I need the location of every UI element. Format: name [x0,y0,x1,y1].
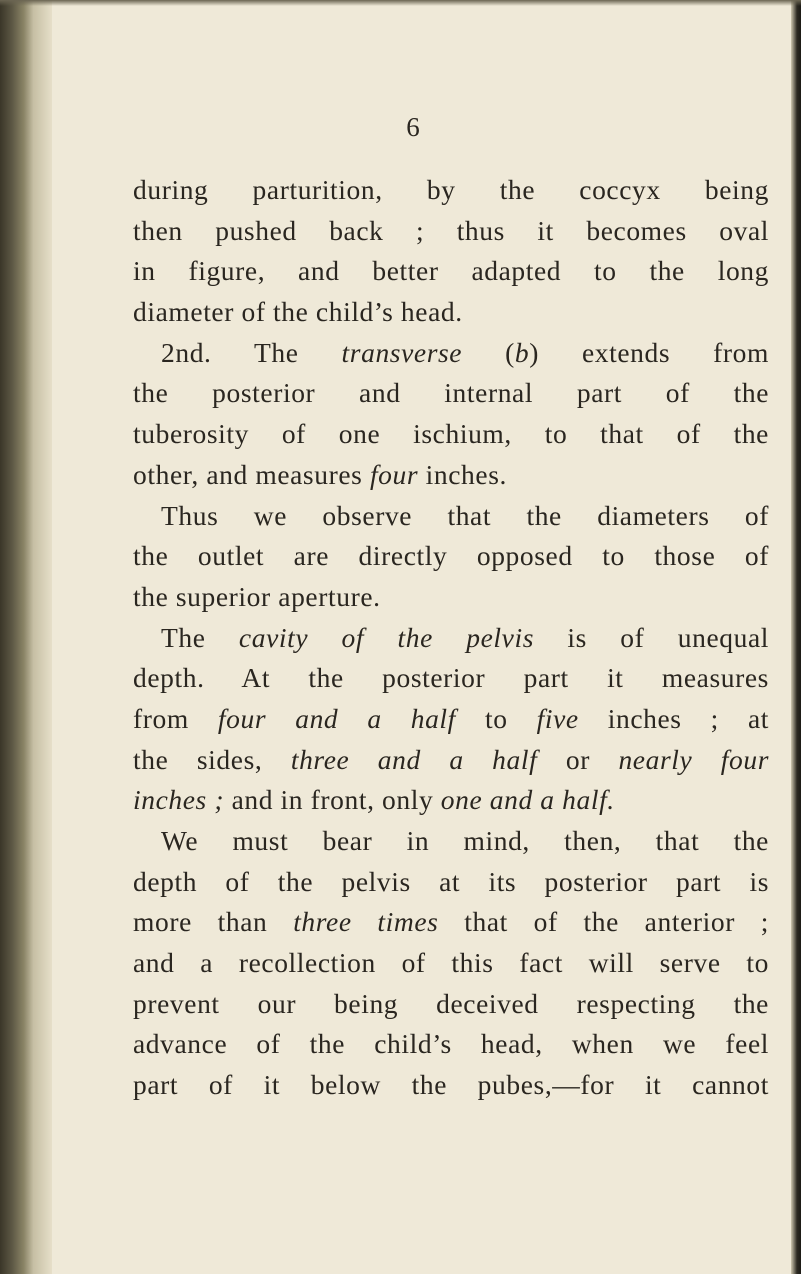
text-line [133,699,769,740]
text-run: other, and measures [133,458,370,490]
text-line: depth of the pelvis at its posterior part is [133,865,769,897]
page-number: 6 [406,112,421,142]
text-run: ) extends from [529,336,769,368]
page-right-edge [791,0,801,1274]
text-run: ( [462,336,515,368]
text-line: the outlet are directly opposed to those of [133,540,769,572]
text-line: in figure, and better adapted to the long [133,255,769,287]
text-line: during parturition, by the coccyx being [133,174,769,205]
text-line: Thus we observe that the diameters of [161,499,769,531]
text-run: and in front, only [224,784,441,816]
text-line: tuberosity of one ischium, to that of the [133,418,769,450]
text-run: that of the anterior ; [438,906,769,938]
text-run: from [133,702,218,734]
text-line: then pushed back ; thus it becomes oval [133,214,769,246]
text-line: the superior aperture. [133,580,381,612]
italic-run: four [369,458,419,490]
italic-run: one and a half. [440,784,615,816]
italic-run: four and a half [217,702,456,734]
text-run: or [537,743,619,775]
text-line: the posterior and internal part of the [133,377,769,409]
book-binding-edge [0,0,34,1274]
italic-run: inches ; [133,784,225,816]
page-gutter [34,0,52,1274]
text-run: 2nd. The [161,336,342,368]
text-run: to [455,702,537,734]
text-run: The [161,621,239,653]
text-run: inches ; at [578,702,769,734]
text-line [133,902,769,943]
text-line [133,333,769,374]
italic-run: three times [293,906,439,938]
text-line [133,618,769,659]
text-line [133,780,769,821]
text-line [133,455,769,496]
text-run: is of unequal [534,621,769,653]
text-line [133,740,769,781]
text-line: We must bear in mind, then, that the [161,825,769,856]
text-run: inches. [418,458,507,490]
text-line: depth. At the posterior part it measures [133,662,769,694]
italic-run: five [536,702,579,734]
text-run: more than [133,906,294,938]
text-run: the sides, [133,743,291,775]
page-top-edge [0,0,801,6]
body-text [133,170,769,1106]
text-line: part of it below the pubes,—for it cannot [133,1069,769,1101]
italic-run: transverse [341,336,463,368]
italic-run: three and a half [290,743,538,775]
text-line: and a recollection of this fact will serve to [133,947,769,979]
text-line: prevent our being deceived respecting the [133,987,769,1019]
italic-run: cavity of the pelvis [238,621,534,653]
italic-run: nearly four [618,743,770,775]
italic-run: b [514,336,530,368]
text-line: diameter of the child’s head. [133,296,463,328]
text-line: advance of the child’s head, when we feel [133,1028,769,1060]
